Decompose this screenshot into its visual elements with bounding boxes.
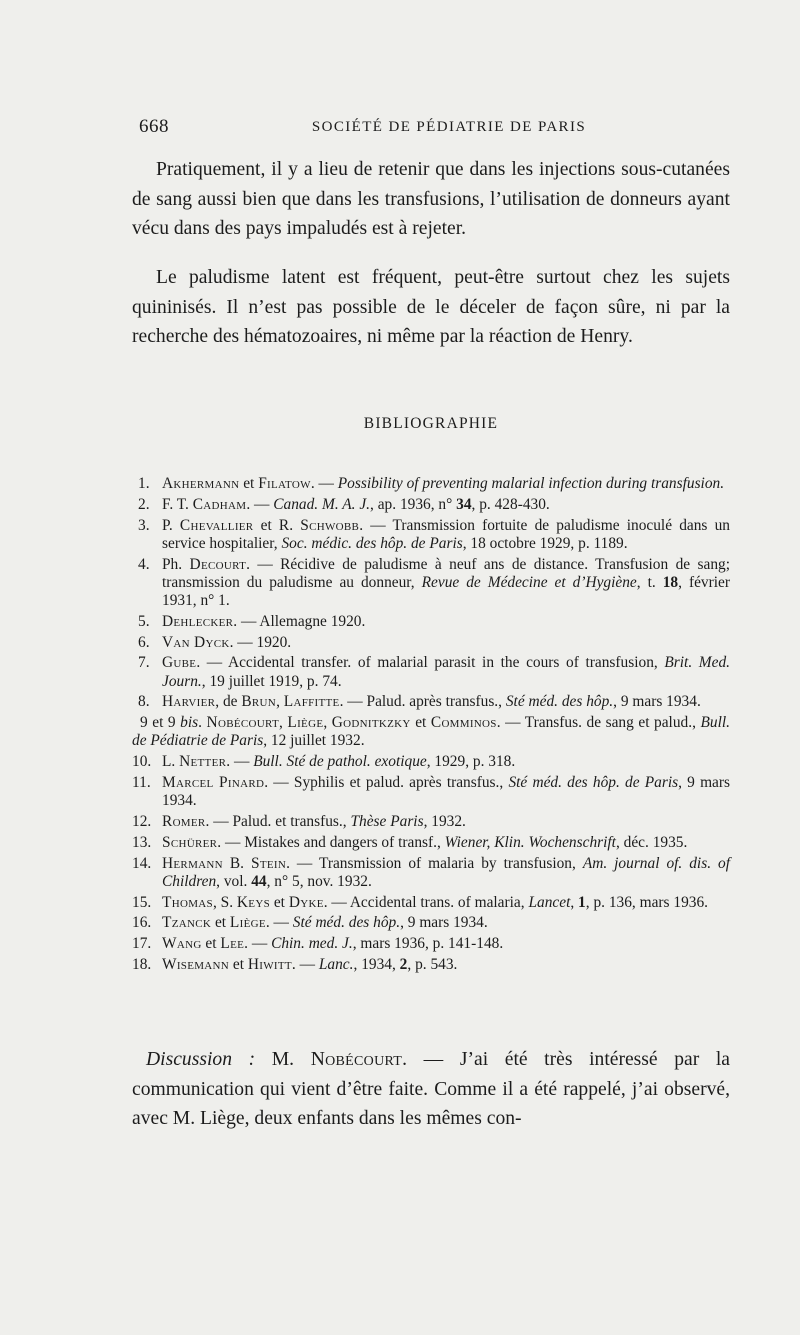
author-name: Tzanck	[162, 914, 212, 932]
source-title: Revue de Médecine et d’Hygiène	[421, 573, 637, 591]
entry-text: . — Transmission of malaria by transfusion,	[286, 854, 583, 872]
source-title: Sté méd. des hôp.	[505, 693, 614, 711]
source-title: Am. journal of. dis. of Children	[162, 854, 730, 890]
entry-text: . — Accidental trans. of malaria,	[323, 893, 529, 911]
paragraph-text: Le paludisme latent est fréquent, peut-être surtout chez les sujets quininisés. Il n’est pas possible de le déceler de façon sûre, ni par la recherche des hématozoaires, ni même par la réaction de Henry.	[132, 267, 730, 347]
entry-text: et	[229, 955, 248, 973]
bibliography-entry	[132, 813, 730, 831]
volume-number: 1	[578, 893, 586, 911]
entry-number: 5.	[138, 612, 150, 630]
author-name: Dehlecker	[162, 612, 234, 630]
bibliography-entry	[132, 496, 730, 514]
discussion-paragraph	[132, 1045, 730, 1134]
entry-text: et	[201, 935, 221, 953]
source-title: Sté méd. des hôp.	[292, 914, 401, 932]
entry-text: , 18 octobre 1929, p. 1189.	[462, 534, 628, 552]
bibliography-entry	[132, 714, 730, 750]
entry-text: , vol.	[216, 872, 252, 890]
entry-text: , 9 mars 1934.	[400, 914, 488, 932]
bibliography-entry	[132, 774, 730, 810]
bibliography-entry	[132, 693, 730, 711]
author-name: Schwobb	[300, 516, 360, 534]
volume-number: 44	[251, 872, 267, 890]
entry-text: , 1932.	[423, 812, 466, 830]
entry-number: 16.	[132, 914, 152, 932]
entry-text: , 1934,	[353, 955, 400, 973]
entry-text: , 9 mars 1934.	[613, 693, 701, 711]
bibliography-entry	[132, 475, 730, 493]
author-name: Wang	[162, 935, 202, 953]
entry-text: F. T.	[162, 495, 193, 513]
entry-text: . —	[244, 935, 272, 953]
author-name: Stein	[250, 854, 287, 872]
entry-number: 3.	[138, 516, 150, 534]
entry-number: 12.	[132, 812, 152, 830]
entry-number: 9 et 9	[140, 714, 181, 732]
entry-text: . — Allemagne 1920.	[233, 612, 366, 630]
entry-number: 11.	[132, 773, 151, 791]
author-name: Hermann	[162, 854, 223, 872]
author-name: Wisemann	[162, 955, 230, 973]
volume-number: 34	[456, 495, 472, 513]
entry-text: P.	[162, 516, 180, 534]
bibliography-list	[132, 475, 730, 977]
bibliography-entry	[132, 654, 730, 690]
entry-number: 14.	[132, 854, 152, 872]
source-title: Soc. médic. des hôp. de Paris	[281, 534, 463, 552]
author-name: Van Dyck	[162, 633, 230, 651]
paragraph-text: Pratiquement, il y a lieu de retenir que dans les injections sous-cutanées de sang aussi bien que dans les transfusions, l’utilisation de donneurs ayant vécu dans des pays impaludés est à rejeter.	[132, 159, 730, 239]
body-paragraph-1	[132, 155, 730, 244]
entry-text: et	[410, 714, 431, 732]
entry-text: , mars 1936, p. 141-148.	[352, 935, 504, 953]
source-title: Thèse Paris	[350, 812, 424, 830]
author-name: Laffitte	[283, 693, 340, 711]
source-title: Bull. de Pédiatrie de Paris	[132, 714, 730, 750]
entry-text: et	[211, 914, 230, 932]
source-title: Bull. Sté de pathol. exotique	[253, 753, 427, 771]
entry-text: . — Transmission fortuite de paludisme inoculé dans un service hospitalier,	[162, 516, 730, 552]
author-name: Gube	[162, 654, 197, 672]
entry-text: . — 1920.	[229, 633, 292, 651]
author-name: Thomas	[162, 893, 213, 911]
volume-number: 18	[662, 573, 679, 591]
author-name: Liège	[287, 714, 324, 732]
entry-text: et	[270, 893, 289, 911]
entry-text: , n° 5, nov. 1932.	[266, 872, 372, 890]
bibliography-entry	[132, 956, 730, 974]
entry-number: 10.	[132, 753, 152, 771]
bibliography-entry	[132, 914, 730, 932]
author-name: Netter	[179, 753, 227, 771]
entry-text: . — Mistakes and dangers of transf.,	[217, 833, 445, 851]
entry-number: 13.	[132, 833, 152, 851]
source-title: Brit. Med. Journ.	[162, 654, 730, 690]
entry-text: , 9 mars 1934.	[162, 773, 731, 810]
entry-text: . — Palud. après transfus.,	[339, 693, 506, 711]
author-name: Schürer	[162, 833, 218, 851]
bibliography-entry	[132, 556, 730, 611]
running-head	[139, 116, 729, 142]
entry-number: 2.	[138, 495, 150, 513]
entry-text: , de	[215, 693, 242, 711]
volume-number: 2	[399, 955, 408, 973]
author-name: Brun	[241, 693, 277, 711]
entry-text: et R.	[253, 516, 301, 534]
source-title: Chin. med. J.	[271, 935, 353, 953]
entry-text: . — Accidental transfer. of malarial parasit in the cours of transfusion,	[196, 654, 665, 672]
entry-number: 18.	[132, 955, 152, 973]
entry-number-suffix: bis	[180, 714, 199, 732]
entry-text: . —	[246, 495, 274, 513]
entry-text: , février 1931, n° 1.	[162, 573, 730, 609]
entry-text: . — Syphilis et palud. après transfus.,	[264, 773, 509, 791]
entry-text: L.	[162, 753, 180, 771]
journal-title: SOCIÉTÉ DE PÉDIATRIE DE PARIS	[311, 119, 587, 135]
entry-text: , ap. 1936, n°	[370, 495, 457, 513]
entry-text: . —	[291, 955, 319, 973]
entry-text: , S.	[212, 893, 237, 911]
author-name: Lee	[220, 935, 245, 953]
source-title: Possibility of preventing malarial infection during transfusion.	[337, 475, 725, 492]
author-name: Harvier	[162, 693, 216, 711]
bibliography-entry	[132, 935, 730, 953]
discussion-label: Discussion :	[146, 1049, 256, 1070]
discussion-body: . — J’ai été très intéressé par la communication qui vient d’être faite. Comme il a été rappelé, j’ai observé, avec M. Liège, deux enfants dans les mêmes con-	[132, 1049, 730, 1129]
bibliography-entry	[132, 753, 730, 771]
speaker-prefix: M.	[271, 1049, 311, 1070]
entry-text: . — Récidive de paludisme à neuf ans de distance. Transfusion de sang; transmission du paludisme au donneur,	[162, 555, 731, 591]
speaker-name: Nobécourt	[310, 1049, 403, 1070]
author-name: Romer	[162, 812, 206, 830]
discussion-text	[132, 1045, 730, 1134]
author-name: Cadham	[192, 495, 247, 513]
bibliography-entry	[132, 517, 730, 553]
entry-text: . — Palud. et transfus.,	[205, 812, 351, 830]
source-title: Canad. M. A. J.	[273, 495, 371, 513]
author-name: Comminos	[430, 714, 497, 732]
author-name: Chevallier	[179, 516, 254, 534]
entry-text: , 19 juillet 1919, p. 74.	[201, 672, 342, 690]
page-number: 668	[139, 116, 169, 137]
author-name: Filatow	[258, 475, 311, 492]
entry-text: , p. 428-430.	[471, 495, 550, 513]
entry-text: . —	[226, 753, 254, 771]
bibliography-heading: BIBLIOGRAPHIE	[363, 415, 499, 432]
entry-text: ,	[570, 893, 579, 911]
entry-number: 8.	[138, 693, 150, 711]
author-name: Marcel Pinard	[162, 773, 265, 791]
source-title: Wiener, Klin. Wochenschrift	[444, 833, 616, 851]
entry-text: .	[198, 714, 207, 732]
entry-text: ,	[323, 714, 332, 732]
entry-text: ,	[276, 693, 284, 711]
author-name: Dyke	[288, 893, 324, 911]
author-name: Hiwitt	[247, 955, 292, 973]
entry-text: . —	[265, 914, 293, 932]
bibliography-entry	[132, 894, 730, 912]
entry-number: 6.	[138, 633, 150, 651]
entry-text: , p. 543.	[407, 955, 458, 973]
author-name: Akhermann	[162, 475, 240, 492]
author-name: Keys	[236, 893, 270, 911]
entry-number: 1.	[138, 475, 150, 492]
entry-number: 7.	[138, 654, 150, 672]
bibliography-entry	[132, 855, 730, 891]
entry-text: , t.	[636, 573, 663, 591]
entry-text: . — Transfus. de sang et palud.,	[496, 714, 701, 732]
author-name: Godnitkzky	[331, 714, 411, 732]
body-paragraph-2	[132, 263, 730, 352]
source-title: Lancet	[528, 893, 571, 911]
entry-text: ,	[278, 714, 288, 732]
entry-text: . —	[310, 475, 338, 492]
entry-number: 15.	[132, 893, 152, 911]
entry-text: , déc. 1935.	[615, 833, 688, 851]
source-title: Sté méd. des hôp. de Paris	[508, 773, 679, 791]
entry-text: , p. 136, mars 1936.	[585, 893, 709, 911]
bibliography-entry	[132, 613, 730, 631]
author-name: Liège	[229, 914, 266, 932]
entry-number: 17.	[132, 935, 152, 953]
entry-text: B.	[222, 854, 251, 872]
entry-text: et	[239, 475, 259, 492]
author-name: Decourt	[189, 555, 247, 573]
bibliography-entry	[132, 634, 730, 652]
bibliography-entry	[132, 834, 730, 852]
entry-text: , 12 juillet 1932.	[263, 732, 365, 750]
author-name: Nobécourt	[206, 714, 279, 732]
entry-number: 4.	[138, 555, 150, 573]
entry-text: , 1929, p. 318.	[426, 753, 516, 771]
entry-text: Ph.	[162, 555, 190, 573]
source-title: Lanc.	[318, 955, 354, 973]
